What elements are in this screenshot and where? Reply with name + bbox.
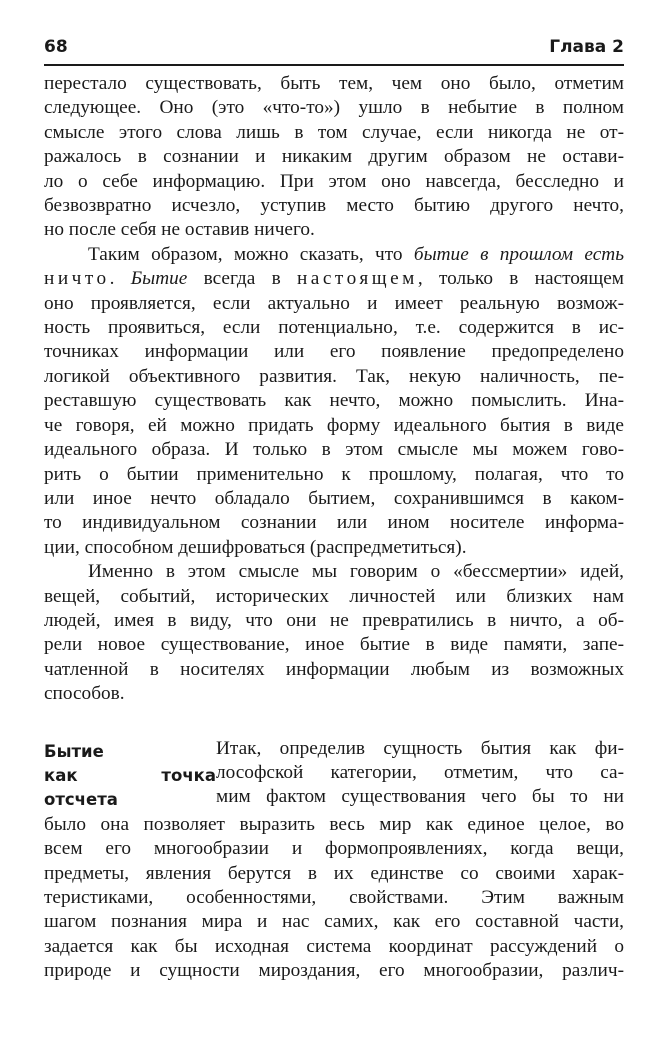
text-line: рели новое существование, иное бытие в виде памяти, запе- [44, 634, 624, 656]
spaced-emphasis: настоящем [296, 268, 418, 290]
text-line: было она позволяет выразить весь мир как единое целое, во [44, 813, 624, 835]
text-run: , только в настоящем [417, 268, 624, 290]
text-line: безвозвратно исчезло, уступив место бытию другого нечто, [44, 195, 624, 217]
emphasis-text: бытие в прошлом есть [413, 243, 624, 265]
text-line: вещей, событий, исторических личностей или близких нам [44, 585, 624, 607]
chapter-title: Глава 2 [549, 37, 624, 57]
text-line: Итак, определив сущность бытия как фи- [216, 737, 624, 759]
text-line: теристиками, особенностями, свойствами. Этим важным [44, 887, 624, 908]
text-line: рить о бытии применительно к прошлому, полагая, что то [44, 463, 624, 485]
text-line: идеального образа. И только в этом смысле мы можем гово- [44, 439, 624, 461]
text-line: оно проявляется, если актуально и имеет реальную возмож- [44, 292, 624, 314]
text-run: всегда в [187, 268, 297, 290]
running-header [44, 36, 624, 66]
section-being-as-reference-point [44, 737, 624, 984]
text-line: способов. [44, 683, 125, 705]
book-page [44, 36, 624, 984]
text-line: ло о себе информацию. При этом оно навсегда, бесследно и [44, 170, 624, 192]
page-number: 68 [44, 37, 68, 57]
text-line: но после себя не оставив ничего. [44, 219, 315, 241]
text-line: ции, способном дешифроваться (распредметиться). [44, 536, 467, 558]
text-run: . [109, 268, 131, 290]
text-line: или иное нечто обладало бытием, сохранившимся в каком- [44, 487, 624, 509]
text-line: следующее. Оно (это «что-то») ушло в небытие в полном [44, 97, 624, 119]
text-line: шагом познания мира и нас самих, как его составной части, [44, 911, 624, 933]
text-line: че говоря, ей можно придать форму идеального бытия в виде [44, 414, 624, 436]
body-text [44, 72, 624, 984]
text-run: Таким образом, можно сказать, что [88, 243, 414, 265]
text-line: ражалось в сознании и никаким другим образом не остави- [44, 146, 624, 168]
section-side-text [216, 737, 624, 813]
text-line: точниках информации или его появление предопределено [44, 341, 624, 363]
text-line: реставшую существовать как нечто, можно помыслить. Ина- [44, 390, 624, 412]
text-line: перестало существовать, быть тем, чем оно было, отметим [44, 73, 624, 94]
text-line: логикой объективного развития. Так, некую наличность, пе- [44, 365, 624, 387]
paragraph-2 [44, 243, 624, 560]
section-title-line: Бытие [44, 741, 104, 761]
text-line: всем его многообразии и формопроявлениях, когда вещи, [44, 838, 624, 860]
text-line: ность проявиться, если потенциально, т.е. содержится в ис- [44, 317, 624, 339]
paragraph-3 [44, 560, 624, 706]
emphasis-text: Бытие [130, 268, 188, 290]
text-line: задается как бы исходная система координат рассуждений о [44, 935, 624, 957]
text-line: природе и сущности мироздания, его многообразии, различ- [44, 960, 624, 982]
text-line: то индивидуальном сознании или ином носителе информа- [44, 512, 624, 534]
text-line: смысле этого слова лишь в том случае, если никогда не от- [44, 121, 624, 143]
text-line: мим фактом существования чего бы то ни [216, 786, 624, 808]
text-line: лософской категории, отметим, что са- [216, 761, 624, 783]
paragraph-1 [44, 72, 624, 243]
text-line: чатленной в носителях информации любым из возможных [44, 658, 624, 680]
text-line: людей, имея в виду, что они не превратились в ничто, а об- [44, 609, 624, 631]
section-head [44, 737, 624, 813]
spaced-emphasis: ничто [44, 268, 110, 290]
text-line: предметы, явления берутся в их единстве со своими харак- [44, 862, 624, 884]
text-line: Именно в этом смысле мы говорим о «бессмертии» идей, [88, 561, 624, 583]
text-line [44, 267, 624, 291]
section-title-line: как точка отсчета [44, 765, 216, 810]
text-line [44, 243, 624, 267]
section-title [44, 737, 216, 813]
